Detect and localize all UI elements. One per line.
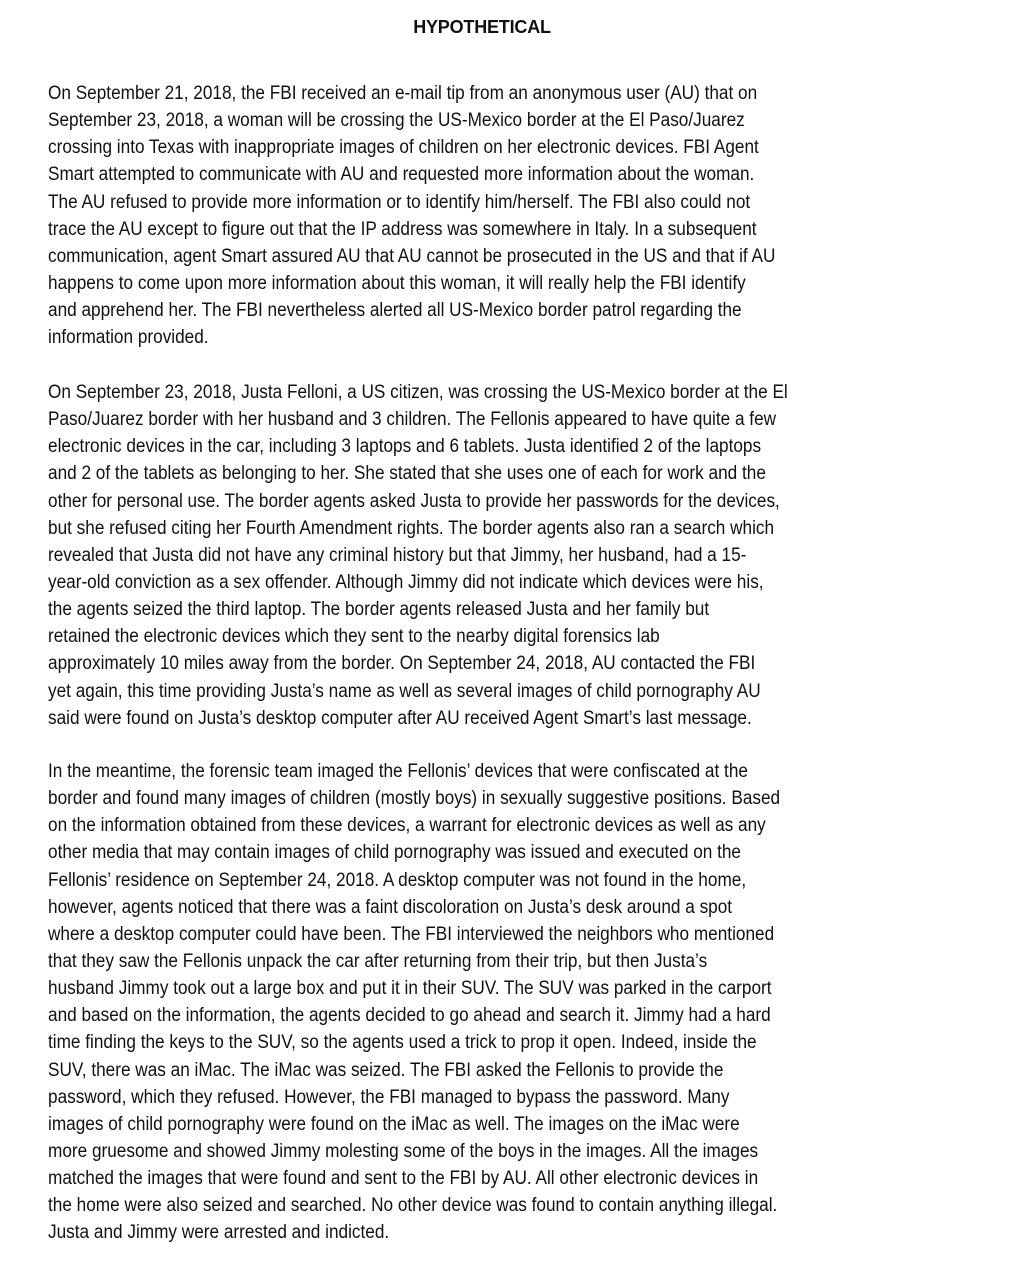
text-line: time finding the keys to the SUV, so the agents used a trick to prop it open. Indeed, inside the bbox=[48, 1032, 757, 1054]
text-line: In the meantime, the forensic team imaged the Fellonis’ devices that were confiscated at the bbox=[48, 761, 748, 782]
text-line: and 2 of the tablets as belonging to her. She stated that she uses one of each for work and the bbox=[48, 463, 766, 485]
text-line: electronic devices in the car, including 3 laptops and 6 tablets. Justa identified 2 of the laptops bbox=[48, 436, 762, 458]
paragraph-3 bbox=[48, 758, 948, 1247]
text-line: yet again, this time providing Justa’s name as well as several images of child pornography AU bbox=[48, 680, 761, 702]
text-line: matched the images that were found and sent to the FBI by AU. All other electronic devices in bbox=[48, 1168, 759, 1190]
text-line: husband Jimmy took out a large box and put it in their SUV. The SUV was parked in the carport bbox=[48, 978, 772, 1000]
paragraph-1 bbox=[48, 80, 948, 351]
text-line: crossing into Texas with inappropriate images of children on her electronic devices. FBI Agent bbox=[48, 137, 759, 159]
paragraph-2 bbox=[48, 379, 948, 732]
text-line: On September 21, 2018, the FBI received an e-mail tip from an anonymous user (AU) that on bbox=[48, 83, 758, 104]
text-line: and apprehend her. The FBI nevertheless alerted all US-Mexico border patrol regarding the bbox=[48, 300, 742, 322]
text-line: but she refused citing her Fourth Amendment rights. The border agents also ran a search which bbox=[48, 517, 775, 539]
text-line: and based on the information, the agents decided to go ahead and search it. Jimmy had a hard bbox=[48, 1005, 771, 1027]
text-line: Smart attempted to communicate with AU and requested more information about the woman. bbox=[48, 164, 755, 186]
text-line: password, which they refused. However, the FBI managed to bypass the password. Many bbox=[48, 1086, 730, 1108]
document-title: HYPOTHETICAL bbox=[413, 17, 551, 37]
text-line: information provided. bbox=[48, 327, 209, 349]
text-line: Justa and Jimmy were arrested and indicted. bbox=[48, 1222, 390, 1244]
text-line: on the information obtained from these devices, a warrant for electronic devices as well as any bbox=[48, 815, 766, 837]
text-line: September 23, 2018, a woman will be crossing the US-Mexico border at the El Paso/Juarez bbox=[48, 110, 745, 132]
text-line: where a desktop computer could have been. The FBI interviewed the neighbors who mentioned bbox=[48, 923, 775, 945]
text-line: border and found many images of children (mostly boys) in sexually suggestive positions. Based bbox=[48, 788, 781, 810]
text-line: said were found on Justa’s desktop computer after AU received Agent Smart’s last message. bbox=[48, 707, 752, 729]
text-line: The AU refused to provide more information or to identify him/herself. The FBI also could not bbox=[48, 191, 751, 213]
text-line: the home were also seized and searched. No other device was found to contain anything illegal. bbox=[48, 1195, 778, 1217]
text-line: revealed that Justa did not have any criminal history but that Jimmy, her husband, had a 15- bbox=[48, 544, 747, 566]
text-line: approximately 10 miles away from the border. On September 24, 2018, AU contacted the FBI bbox=[48, 653, 756, 675]
text-line: that they saw the Fellonis unpack the car after returning from their trip, but then Justa’s bbox=[48, 950, 708, 972]
text-line: trace the AU except to figure out that the IP address was somewhere in Italy. In a subsequent bbox=[48, 218, 757, 240]
text-line: retained the electronic devices which they sent to the nearby digital forensics lab bbox=[48, 626, 660, 648]
text-line: Fellonis’ residence on September 24, 2018. A desktop computer was not found in the home, bbox=[48, 869, 747, 891]
text-line: communication, agent Smart assured AU that AU cannot be prosecuted in the US and that if AU bbox=[48, 245, 776, 267]
text-line: however, agents noticed that there was a faint discoloration on Justa’s desk around a spot bbox=[48, 896, 733, 918]
text-line: the agents seized the third laptop. The border agents released Justa and her family but bbox=[48, 599, 710, 621]
text-line: images of child pornography were found on the iMac as well. The images on the iMac were bbox=[48, 1113, 740, 1135]
text-line: happens to come upon more information about this woman, it will really help the FBI identify bbox=[48, 272, 746, 294]
text-line: year-old conviction as a sex offender. Although Jimmy did not indicate which devices were his, bbox=[48, 571, 764, 593]
text-line: SUV, there was an iMac. The iMac was seized. The FBI asked the Fellonis to provide the bbox=[48, 1059, 724, 1081]
text-line: other for personal use. The border agents asked Justa to provide her passwords for the devices, bbox=[48, 490, 780, 512]
text-line: other media that may contain images of child pornography was issued and executed on the bbox=[48, 842, 742, 864]
text-line: Paso/Juarez border with her husband and 3 children. The Fellonis appeared to have quite a few bbox=[48, 409, 777, 431]
text-line: more gruesome and showed Jimmy molesting some of the boys in the images. All the images bbox=[48, 1140, 759, 1162]
text-line: On September 23, 2018, Justa Felloni, a US citizen, was crossing the US-Mexico border at the El bbox=[48, 382, 788, 403]
